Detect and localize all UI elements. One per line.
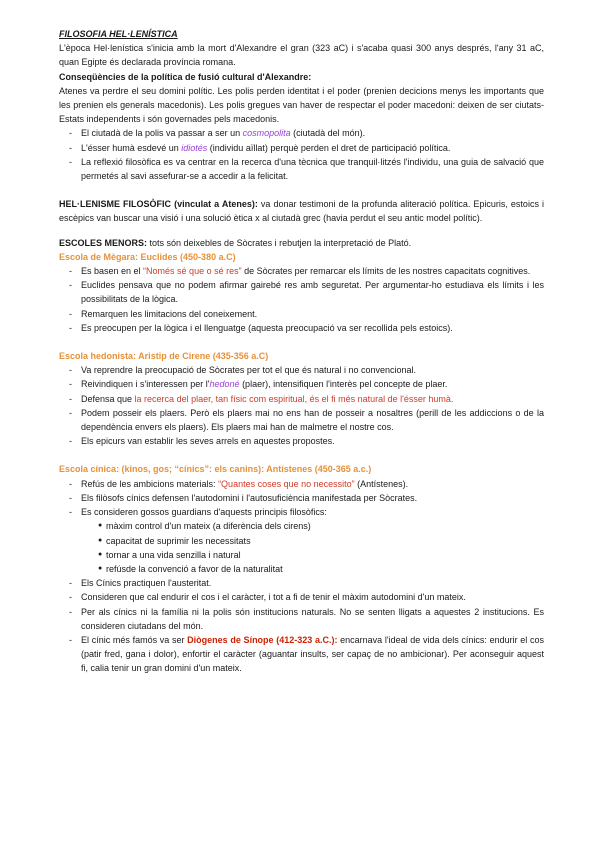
consequences-paragraph: Atenes va perdre el seu domini polític. Les polis perden identitat i el poder (prenien decicions menys les importants que les prenien els generals macedonis). Les polis gregues van haver de respectar el poder macedoni: deixen de ser ciutats-Estats independents i són governades pels macedonis.: [59, 85, 544, 125]
list-item: - Reivindiquen i s'interessen per l'hedoné (plaer), intensifiquen l'interès pel concepte de plaer.: [69, 377, 544, 391]
list-item: - L'ésser humà esdevé un idiotés (individu aïllat) perquè perden el dret de participació política.: [69, 141, 544, 155]
list-item: - Es consideren gossos guardians d'aquests principis filosòfics: ● màxim control d'un mateix (a diferència dels cirens) ● capacitat de suprimir les necessitats ● tornar a una vida senzilla i natural ● refúsde la convenció a favor de la naturalitat: [69, 505, 544, 576]
escoles-paragraph: ESCOLES MENORS: tots són deixebles de Sòcrates i rebutjen la interpretació de Plató.: [59, 237, 412, 248]
hellenisme-paragraph: HEL·LENISME FILOSÒFIC (vinculat a Atenes): va donar testimoni de la profunda aliteració política. Epicuris, estoics i escèpics van buscar una visió i una solució ètica x al ciutadà grec (havia perdut el seu antic model polític).: [59, 199, 544, 224]
list-item: - Es preocupen per la lògica i el llenguatge (aquesta preocupació va ser recollida pels estoics).: [69, 321, 544, 335]
list-item: - Els Cínics practiquen l'austeritat.: [69, 576, 544, 590]
cinica-heading: Escola cínica: (kinos, gos; “cínics”: els canins): Antístenes (450-365 a.c.): [59, 464, 372, 475]
quote: “Quantes coses que no necessito”: [218, 478, 355, 489]
list-item: - Els filòsofs cínics defensen l'autodomini i l'autosuficiència manifestada per Sòcrates.: [69, 491, 544, 505]
list-item: - Es basen en el “Només sé que o sé res” de Sòcrates per remarcar els límits de les nostres capacitats cognitives.: [69, 264, 544, 278]
hellenisme-label: HEL·LENISME FILOSÒFIC (vinculat a Atenes):: [59, 199, 258, 210]
cinica-list: [59, 477, 544, 676]
document-page: [59, 27, 544, 676]
megara-list: [59, 264, 544, 335]
diogenes-name: Diògenes de Sínope (412-323 a.C.):: [187, 634, 338, 645]
term-idiotes: idiotés: [181, 142, 208, 153]
list-item: - Remarquen les limitacions del coneixement.: [69, 307, 544, 321]
list-item: - Refús de les ambicions materials: “Quantes coses que no necessito” (Antístenes).: [69, 477, 544, 491]
list-item: - Euclides pensava que no podem afirmar gairebé res amb seguretat. Per argumentar-ho estudiava els límits i les possibilitats de la lògica.: [69, 278, 544, 306]
quote: “Només sé que o sé res”: [143, 266, 242, 277]
consequences-heading: Conseqüències de la política de fusió cultural d'Alexandre:: [59, 71, 312, 82]
term-hedone: hedoné: [209, 379, 240, 390]
hedonista-heading: Escola hedonista: Aristip de Cirene (435-356 a.C): [59, 351, 269, 362]
list-item: - Per als cínics ni la família ni la polis són institucions naturals. No se senten lligats a aquestes 2 institucions. Es consideren ciutadans del món.: [69, 605, 544, 633]
list-item: ● capacitat de suprimir les necessitats: [98, 534, 544, 548]
document-title: FILOSOFIA HEL·LENÍSTICA: [59, 29, 178, 39]
term-cosmopolita: cosmopolita: [242, 128, 291, 139]
list-item: - El cínic més famós va ser Diògenes de Sínope (412-323 a.C.): encarnava l'ideal de vida dels cínics: endurir el cos (patir fred, gana i dolor), enfortir el caràcter (aguantar insults, ser capaç de no ambicionar). Per aconseguir aquest fi, calia tenir un gran domini d'un mateix.: [69, 633, 544, 676]
consequences-list: [59, 126, 544, 183]
intro-paragraph: L'època Hel·lenística s'inicia amb la mort d'Alexandre el gran (323 aC) i s'acaba quasi 300 anys després, l'any 31 aC, quan Egipte és declarada província romana.: [59, 43, 544, 68]
escoles-label: ESCOLES MENORS:: [59, 237, 148, 248]
list-item: - La reflexió filosòfica es va centrar en la recerca d'una tècnica que tranquil·litzés l'individu, una guia de salvació que permetés al savi assefurar-se a accedir a la felicitat.: [69, 155, 544, 183]
list-item: ● refúsde la convenció a favor de la naturalitat: [98, 562, 544, 576]
list-item: - Consideren que cal endurir el cos i el caràcter, i tot a fi de tenir el màxim autodomini d'un mateix.: [69, 590, 544, 604]
list-item: - Defensa que la recerca del plaer, tan físic com espiritual, és el fi més natural de l'ésser humà.: [69, 392, 544, 406]
list-item: - Els epicurs van establir les seves arrels en aquestes propostes.: [69, 434, 544, 448]
principles-list: [81, 519, 544, 576]
list-item: ● tornar a una vida senzilla i natural: [98, 548, 544, 562]
megara-heading: Escola de Mègara: Euclides (450-380 a.C): [59, 251, 236, 262]
highlight-text: la recerca del plaer, tan físic com espiritual, és el fi més natural de l'ésser humà.: [134, 393, 454, 404]
list-item: ● màxim control d'un mateix (a diferència dels cirens): [98, 519, 544, 533]
list-item: - Va reprendre la preocupació de Sòcrates per tot el que és natural i no convencional.: [69, 363, 544, 377]
list-item: - El ciutadà de la polis va passar a ser un cosmopolita (ciutadà del món).: [69, 126, 544, 140]
list-item: - Podem posseir els plaers. Però els plaers mai no ens han de posseir a nosaltres (perill de les addiccions o de la dependència envers els plaers). Els plaers mai han de malmetre el nostre cos.: [69, 406, 544, 434]
hedonista-list: [59, 363, 544, 448]
